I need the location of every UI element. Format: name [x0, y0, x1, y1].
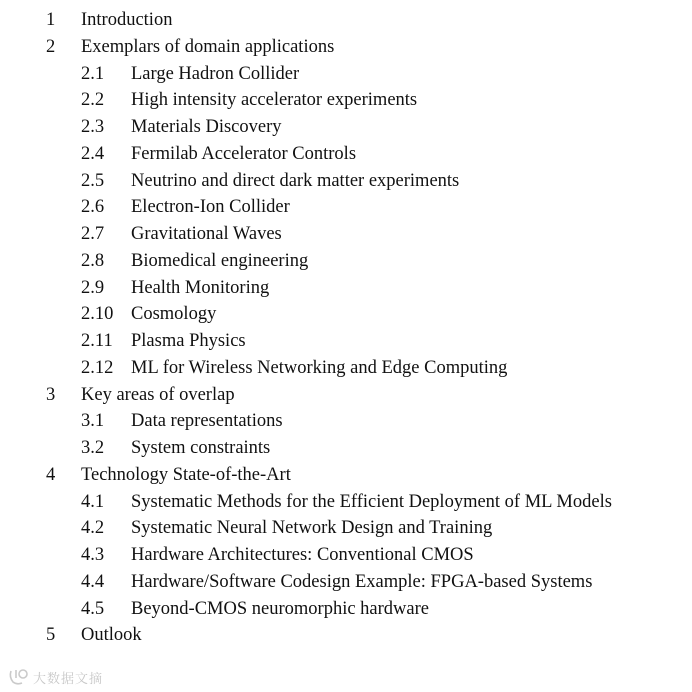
toc-subentry[interactable] [0, 301, 692, 328]
toc-subentry[interactable] [0, 515, 692, 542]
toc-subentry[interactable] [0, 542, 692, 569]
toc-title: System constraints [131, 438, 271, 458]
toc-title: Systematic Neural Network Design and Training [131, 518, 493, 539]
toc-subentry[interactable] [0, 141, 692, 168]
toc-title: Hardware/Software Codesign Example: FPGA-based Systems [131, 571, 593, 592]
toc-subentry[interactable] [0, 328, 692, 355]
toc-title: Data representations [131, 411, 283, 432]
toc-title: Systematic Methods for the Efficient Deployment of ML Models [131, 491, 612, 512]
watermark [8, 666, 103, 688]
toc-number: 2 [46, 36, 56, 57]
toc-entry[interactable] [0, 7, 692, 34]
toc-number: 2.9 [81, 277, 105, 298]
toc-subentry[interactable] [0, 87, 692, 114]
toc-number: 2.12 [81, 357, 114, 378]
toc-subentry[interactable] [0, 248, 692, 275]
toc-number: 4 [46, 464, 56, 485]
toc-subentry[interactable] [0, 221, 692, 248]
toc-title: Hardware Architectures: Conventional CMOS [131, 545, 474, 565]
toc-number: 4.1 [81, 491, 105, 512]
toc-entry[interactable] [0, 34, 692, 61]
toc-subentry[interactable] [0, 596, 692, 623]
toc-entry[interactable] [0, 622, 692, 649]
toc-title: Beyond-CMOS neuromorphic hardware [131, 598, 429, 619]
toc-title: Fermilab Accelerator Controls [131, 143, 357, 164]
toc-subentry[interactable] [0, 408, 692, 435]
toc-entry[interactable] [0, 462, 692, 489]
toc-subentry[interactable] [0, 355, 692, 382]
toc-number: 2.1 [81, 63, 105, 84]
toc-number: 2.5 [81, 170, 105, 191]
toc-subentry[interactable] [0, 114, 692, 141]
toc-title: Plasma Physics [131, 331, 246, 351]
toc-title: High intensity accelerator experiments [131, 90, 418, 111]
toc-number: 3.1 [81, 411, 105, 432]
toc-title: Materials Discovery [131, 117, 282, 137]
watermark-logo-icon [8, 667, 30, 687]
watermark-text: 大数据文摘 [33, 671, 104, 687]
toc-number: 2.2 [81, 90, 105, 111]
toc-number: 2.6 [81, 197, 105, 218]
toc-subentry[interactable] [0, 275, 692, 302]
toc-subentry[interactable] [0, 489, 692, 516]
toc-subentry[interactable] [0, 61, 692, 88]
toc-number: 4.4 [81, 571, 105, 592]
toc-title: ML for Wireless Networking and Edge Computing [131, 357, 508, 378]
toc-number: 1 [46, 10, 56, 30]
toc-title: Key areas of overlap [81, 384, 235, 405]
toc-title: Neutrino and direct dark matter experiments [131, 170, 460, 191]
toc-number: 2.11 [81, 331, 113, 351]
toc-number: 4.2 [81, 518, 105, 539]
toc-number: 2.7 [81, 224, 105, 244]
toc-title: Biomedical engineering [131, 250, 309, 271]
toc-number: 5 [46, 625, 56, 646]
toc-title: Gravitational Waves [131, 224, 282, 244]
toc-title: Electron-Ion Collider [131, 197, 290, 218]
toc-title: Technology State-of-the-Art [81, 464, 291, 485]
toc-title: Large Hadron Collider [131, 63, 300, 84]
toc-number: 2.10 [81, 304, 114, 325]
toc-number: 2.4 [81, 143, 105, 164]
toc-number: 4.3 [81, 545, 105, 565]
toc-title: Cosmology [131, 304, 217, 325]
toc-number: 3.2 [81, 438, 105, 458]
toc-subentry[interactable] [0, 569, 692, 596]
toc-title: Outlook [81, 625, 142, 646]
toc-entry[interactable] [0, 382, 692, 409]
toc-subentry[interactable] [0, 168, 692, 195]
toc-title: Introduction [81, 10, 173, 30]
toc-title: Exemplars of domain applications [81, 36, 335, 57]
toc-number: 2.8 [81, 250, 105, 271]
toc-number: 3 [46, 384, 56, 405]
toc-subentry[interactable] [0, 435, 692, 462]
table-of-contents [0, 7, 692, 649]
toc-number: 2.3 [81, 117, 105, 137]
toc-subentry[interactable] [0, 194, 692, 221]
toc-title: Health Monitoring [131, 277, 270, 298]
toc-number: 4.5 [81, 598, 105, 619]
